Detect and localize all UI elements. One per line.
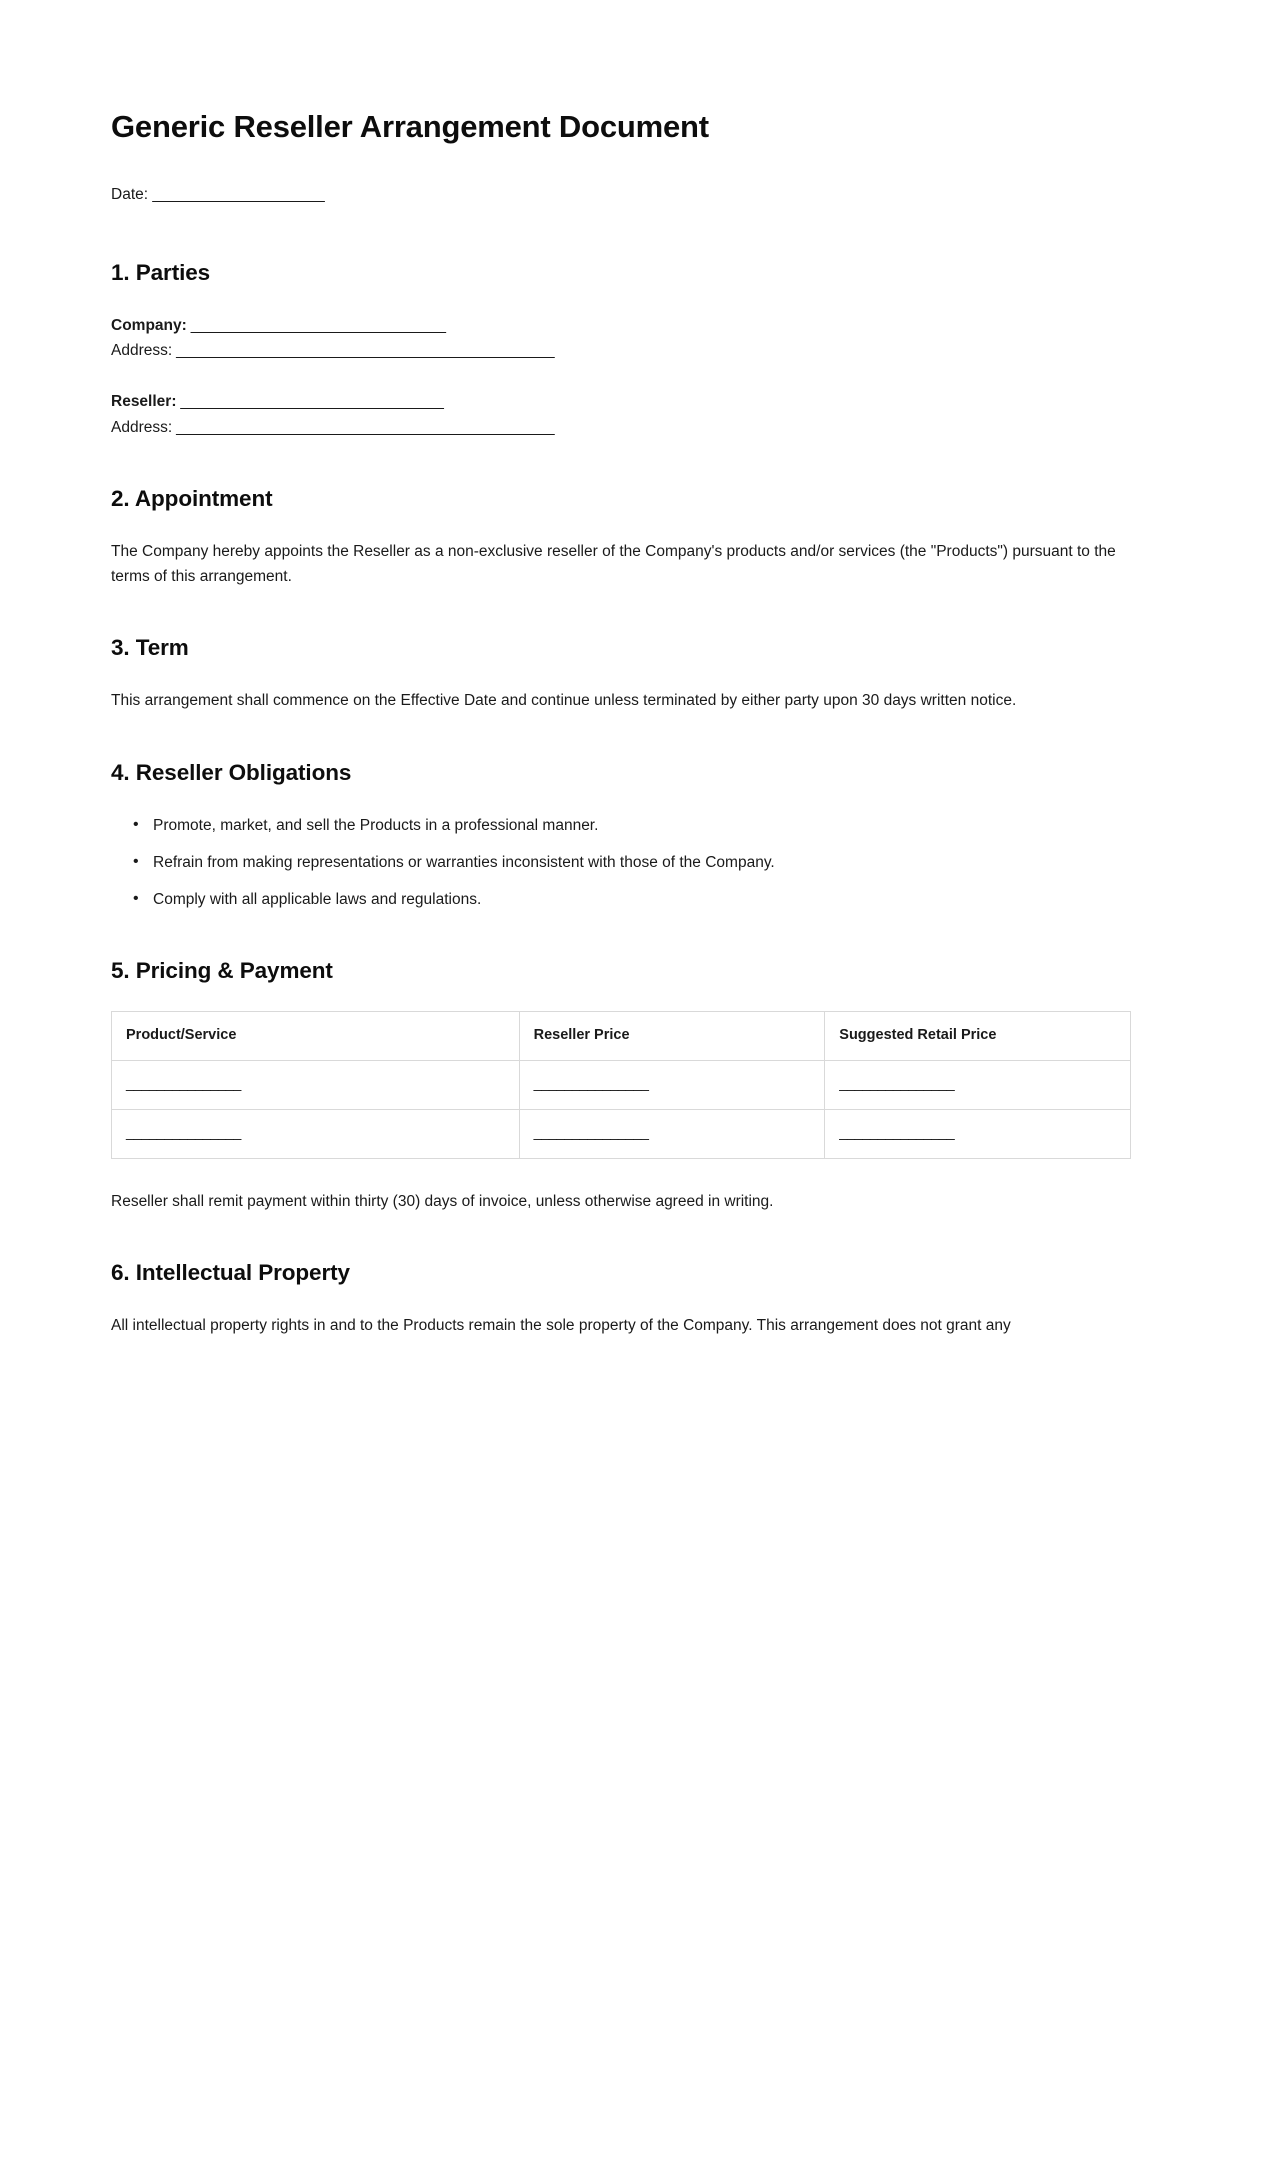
column-header-suggested-retail-price: Suggested Retail Price bbox=[825, 1012, 1131, 1061]
section-reseller-obligations bbox=[111, 758, 1131, 913]
company-address-blank: ______________________________________________ bbox=[172, 342, 555, 360]
intellectual-property-body: All intellectual property rights in and to the Products remain the sole property of the Company. This arrangement does not grant any bbox=[111, 1317, 1011, 1335]
company-label: Company: bbox=[111, 317, 187, 335]
pricing-table bbox=[111, 1011, 1131, 1159]
section-term bbox=[111, 633, 1131, 713]
list-item: • Promote, market, and sell the Products in a professional manner. bbox=[133, 813, 1131, 838]
document-content bbox=[111, 108, 1131, 1339]
table-cell[interactable]: _______________ bbox=[519, 1061, 825, 1110]
obligations-list bbox=[111, 813, 1131, 912]
table-header-row bbox=[112, 1012, 1131, 1061]
list-item: • Refrain from making representations or warranties inconsistent with those of the Company. bbox=[133, 850, 1131, 875]
company-address-label: Address: bbox=[111, 342, 173, 360]
appointment-body: The Company hereby appoints the Reseller as a non-exclusive reseller of the Company's products and/or services (the "Products") pursuant to the terms of this arrangement. bbox=[111, 542, 1116, 586]
table-cell[interactable]: _______________ bbox=[112, 1061, 520, 1110]
party-reseller-block bbox=[111, 389, 1131, 439]
reseller-address-line bbox=[111, 415, 1131, 440]
company-address-line bbox=[111, 338, 1131, 363]
term-body: This arrangement shall commence on the Effective Date and continue unless terminated by either party upon 30 days written notice. bbox=[111, 692, 1017, 710]
payment-terms-note: Reseller shall remit payment within thirty (30) days of invoice, unless otherwise agreed in writing. bbox=[111, 1193, 774, 1211]
column-header-product-service: Product/Service bbox=[112, 1012, 520, 1061]
table-cell[interactable]: _______________ bbox=[825, 1061, 1131, 1110]
section-heading-term: 3. Term bbox=[111, 635, 189, 661]
reseller-address-label: Address: bbox=[111, 418, 173, 436]
section-intellectual-property bbox=[111, 1258, 1131, 1338]
section-appointment bbox=[111, 484, 1131, 589]
table-row bbox=[112, 1110, 1131, 1159]
section-heading-obligations: 4. Reseller Obligations bbox=[111, 759, 352, 785]
section-heading-intellectual-property: 6. Intellectual Property bbox=[111, 1260, 350, 1286]
company-blank: _______________________________ bbox=[186, 317, 446, 335]
table-cell[interactable]: _______________ bbox=[825, 1110, 1131, 1159]
section-heading-pricing: 5. Pricing & Payment bbox=[111, 958, 333, 984]
party-company-block bbox=[111, 313, 1131, 363]
page-title: Generic Reseller Arrangement Document bbox=[111, 109, 709, 144]
reseller-blank: ________________________________ bbox=[176, 393, 444, 411]
section-heading-parties: 1. Parties bbox=[111, 260, 211, 285]
date-field-line: Date: ____________________ bbox=[111, 185, 325, 203]
table-row bbox=[112, 1061, 1131, 1110]
reseller-line bbox=[111, 389, 1131, 414]
column-header-reseller-price: Reseller Price bbox=[519, 1012, 825, 1061]
company-line bbox=[111, 313, 1131, 338]
table-cell[interactable]: _______________ bbox=[519, 1110, 825, 1159]
list-item: • Comply with all applicable laws and regulations. bbox=[133, 887, 1131, 912]
section-parties bbox=[111, 258, 1131, 440]
section-heading-appointment: 2. Appointment bbox=[111, 485, 273, 511]
reseller-address-blank: ______________________________________________ bbox=[172, 418, 555, 436]
table-cell[interactable]: _______________ bbox=[112, 1110, 520, 1159]
reseller-label: Reseller: bbox=[111, 393, 177, 411]
section-pricing-payment bbox=[111, 956, 1131, 1214]
